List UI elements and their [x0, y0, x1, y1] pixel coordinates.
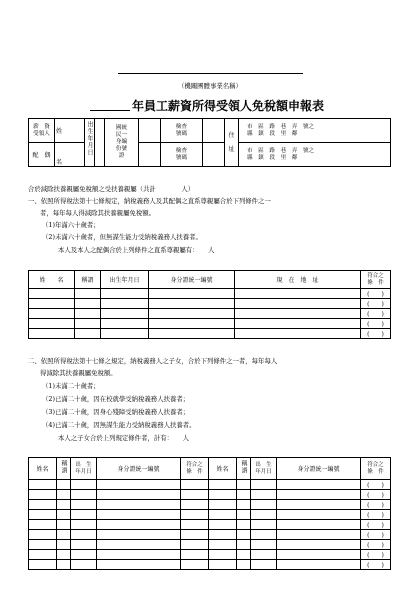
condition-cell[interactable]: ( ) — [361, 319, 391, 329]
id-label-text: 國統 民一 身編 份號 證 — [115, 125, 128, 159]
condition-cell[interactable]: ( ) — [361, 550, 391, 560]
cell[interactable] — [237, 530, 251, 540]
section2-summary: 本人之子女合於上列規定條件者，計有： 人 — [58, 434, 190, 442]
cell[interactable] — [29, 510, 57, 520]
col-name: 姓 名 — [29, 271, 75, 289]
cell[interactable] — [29, 520, 57, 530]
cell[interactable] — [97, 490, 181, 500]
cell[interactable] — [181, 550, 209, 560]
condition-cell[interactable]: ( ) — [361, 510, 391, 520]
check-no-label-spouse-text: 檢查 號碼 — [175, 147, 188, 161]
recipient-info-table — [28, 118, 391, 167]
col-birth-a: 出 生 年月日 — [71, 458, 97, 480]
cell[interactable] — [237, 500, 251, 510]
address-label-2: 址 — [228, 145, 235, 153]
col-name-a: 姓名 — [29, 458, 57, 480]
cell[interactable] — [251, 510, 277, 520]
cell[interactable] — [29, 289, 75, 299]
check-no-label — [161, 119, 203, 143]
cell[interactable] — [235, 299, 361, 309]
cell[interactable] — [209, 520, 237, 530]
cell[interactable] — [149, 329, 235, 339]
name-label-2: 名 — [56, 159, 63, 166]
cell[interactable] — [75, 289, 101, 299]
table-row — [29, 299, 391, 309]
cell[interactable] — [29, 550, 57, 560]
col-birth: 出生年月日 — [101, 271, 149, 289]
cell[interactable] — [57, 550, 71, 560]
cell[interactable] — [237, 510, 251, 520]
cell[interactable] — [97, 530, 181, 540]
col-condition: 符合之 條 件 — [361, 271, 391, 289]
cell[interactable] — [101, 299, 149, 309]
cell[interactable] — [29, 490, 57, 500]
recipient-label-text: 薪 資 受領人 — [33, 123, 50, 137]
condition-cell[interactable]: ( ) — [361, 289, 391, 299]
cell[interactable] — [251, 560, 277, 570]
condition-cell[interactable]: ( ) — [361, 500, 391, 510]
spouse-address-cell[interactable] — [239, 143, 391, 167]
recipient-label — [29, 119, 55, 143]
table-row — [29, 550, 391, 560]
cell[interactable] — [97, 510, 181, 520]
condition-cell[interactable]: ( ) — [361, 299, 391, 309]
cell[interactable] — [209, 540, 237, 550]
col-id-a: 身分證統一編號 — [97, 458, 181, 480]
cell[interactable] — [149, 319, 235, 329]
check-no-label-text: 檢查 號碼 — [175, 123, 188, 137]
cell[interactable] — [101, 329, 149, 339]
cell[interactable] — [29, 480, 57, 490]
condition-cell[interactable]: ( ) — [361, 560, 391, 570]
col-relation-a: 稱謂 — [57, 458, 71, 480]
cell[interactable] — [237, 490, 251, 500]
form-title: 年員工薪資所得受領人免稅額申報表 — [132, 99, 325, 113]
cell[interactable] — [29, 319, 75, 329]
cell[interactable] — [181, 480, 209, 490]
cell[interactable] — [251, 480, 277, 490]
section1-summary: 本人及本人之配偶合於上列條件之直系尊親屬有： 人 — [58, 246, 215, 254]
cell[interactable] — [71, 490, 97, 500]
name-label: 姓 — [56, 128, 63, 135]
cell[interactable] — [209, 530, 237, 540]
recipient-name-cell[interactable] — [55, 119, 85, 143]
cell[interactable] — [251, 540, 277, 550]
cell[interactable] — [181, 490, 209, 500]
table-row — [29, 540, 391, 550]
recipient-id-cell[interactable] — [139, 119, 161, 143]
cell[interactable] — [209, 490, 237, 500]
cell[interactable] — [75, 319, 101, 329]
cell[interactable] — [71, 520, 97, 530]
cell[interactable] — [277, 500, 361, 510]
cell[interactable] — [57, 520, 71, 530]
table-row — [29, 309, 391, 319]
cell[interactable] — [57, 480, 71, 490]
cell[interactable] — [71, 480, 97, 490]
cell[interactable] — [237, 560, 251, 570]
cell[interactable] — [149, 309, 235, 319]
cell[interactable] — [181, 510, 209, 520]
cell[interactable] — [181, 500, 209, 510]
cell[interactable] — [209, 550, 237, 560]
cell[interactable] — [237, 480, 251, 490]
spouse-id-cell[interactable] — [139, 143, 161, 167]
cell[interactable] — [181, 540, 209, 550]
col-address: 現 在 地 址 — [235, 271, 361, 289]
org-name-note: （機關團體事業名稱） — [178, 82, 242, 90]
cell[interactable] — [97, 540, 181, 550]
spouse-addr-line2: 縣 鎮 段 里 鄰 — [247, 154, 298, 161]
cell[interactable] — [209, 560, 237, 570]
cell[interactable] — [181, 520, 209, 530]
condition-cell[interactable]: ( ) — [361, 520, 391, 530]
cell[interactable] — [181, 530, 209, 540]
recipient-check-no-cell[interactable] — [203, 119, 225, 143]
cell[interactable] — [277, 550, 361, 560]
cell[interactable] — [251, 550, 277, 560]
cell[interactable] — [235, 309, 361, 319]
condition-cell[interactable]: ( ) — [361, 329, 391, 339]
cell[interactable] — [29, 500, 57, 510]
table-row — [29, 490, 391, 500]
cell[interactable] — [29, 530, 57, 540]
cell[interactable] — [29, 299, 75, 309]
cell[interactable] — [235, 319, 361, 329]
children-table — [28, 457, 391, 570]
cell[interactable] — [209, 480, 237, 490]
cell[interactable] — [251, 530, 277, 540]
org-name-line — [118, 73, 303, 74]
cell[interactable] — [251, 500, 277, 510]
cell[interactable] — [71, 560, 97, 570]
cell[interactable] — [277, 560, 361, 570]
cell[interactable] — [71, 540, 97, 550]
cell[interactable] — [71, 510, 97, 520]
cell[interactable] — [57, 560, 71, 570]
cell[interactable] — [71, 550, 97, 560]
section2-cond4: （4)已滿二十歲，因無謀生能力受納稅義務人扶養者。 — [42, 421, 196, 429]
cell[interactable] — [57, 530, 71, 540]
cell[interactable] — [97, 550, 181, 560]
cell[interactable] — [277, 530, 361, 540]
cell[interactable] — [29, 309, 75, 319]
table-row — [29, 500, 391, 510]
cell[interactable] — [71, 500, 97, 510]
year-blank-line — [90, 110, 130, 111]
table-row — [29, 520, 391, 530]
check-no-label-spouse — [161, 143, 203, 167]
cell[interactable] — [149, 299, 235, 309]
cell[interactable] — [97, 520, 181, 530]
col-relation: 稱謂 — [75, 271, 101, 289]
cell[interactable] — [97, 480, 181, 490]
section2-line1: 二、依照所得稅法第十七條之規定，納稅義務人之子女，合於下列條件之一者，每年每人 — [28, 357, 278, 365]
address-label: 住 — [228, 131, 235, 139]
cell[interactable] — [235, 329, 361, 339]
id-label — [105, 119, 139, 167]
section2-line2: 得減除其扶養親屬免稅額。 — [40, 369, 117, 377]
condition-cell[interactable]: ( ) — [361, 540, 391, 550]
section2-cond2: （2)已滿二十歲，因在校就學受納稅義務人扶養者； — [42, 395, 190, 403]
spouse-addr-line1: 市 區 路 巷 弄 號之 — [247, 147, 315, 154]
col-relation-b: 稱謂 — [237, 458, 251, 480]
cell[interactable] — [277, 490, 361, 500]
cell[interactable] — [75, 299, 101, 309]
recipient-address-cell[interactable] — [239, 119, 391, 143]
address-label-cell — [225, 119, 239, 167]
cell[interactable] — [101, 309, 149, 319]
cell[interactable] — [57, 490, 71, 500]
table-row — [29, 560, 391, 570]
col-id-b: 身分證統一編號 — [277, 458, 361, 480]
table-row — [29, 510, 391, 520]
birth-label: 出生年月日 — [85, 119, 95, 167]
lineal-ascendants-table — [28, 270, 391, 339]
col-id: 身分證統一編號 — [149, 271, 235, 289]
cell[interactable] — [251, 520, 277, 530]
condition-cell[interactable]: ( ) — [361, 309, 391, 319]
cell[interactable] — [209, 500, 237, 510]
cell[interactable] — [57, 510, 71, 520]
cell[interactable] — [237, 520, 251, 530]
table-row — [29, 480, 391, 490]
cell[interactable] — [181, 560, 209, 570]
col-birth-b: 出 生 年月日 — [251, 458, 277, 480]
cell[interactable] — [57, 500, 71, 510]
cell[interactable] — [235, 289, 361, 299]
birth-cell[interactable] — [95, 119, 105, 167]
cell[interactable] — [29, 540, 57, 550]
col-name-b: 姓名 — [209, 458, 237, 480]
condition-cell[interactable]: ( ) — [361, 530, 391, 540]
cell[interactable] — [237, 550, 251, 560]
section2-cond3: （3)已滿二十歲，因身心殘障受納稅義務人扶養者； — [42, 408, 190, 416]
section2-cond1: （1)未滿二十歲者； — [42, 382, 100, 390]
table-row — [29, 319, 391, 329]
addr-line2: 縣 鎮 段 里 鄰 — [247, 130, 298, 137]
cell[interactable] — [237, 540, 251, 550]
cell[interactable] — [29, 560, 57, 570]
table-row — [29, 530, 391, 540]
addr-line1: 市 區 路 巷 弄 號之 — [247, 123, 315, 130]
section1-line1: 一、依照所得稅法第十七條規定，納稅義務人及其配偶之直系尊親屬合於下列條件之一 — [28, 197, 271, 205]
table-row — [29, 329, 391, 339]
cell[interactable] — [277, 540, 361, 550]
cell[interactable] — [149, 289, 235, 299]
cell[interactable] — [57, 540, 71, 550]
col-condition-a: 符合之 條 件 — [181, 458, 209, 480]
cell[interactable] — [101, 289, 149, 299]
spouse-label: 配 偶 — [29, 143, 55, 167]
cell[interactable] — [277, 480, 361, 490]
cell[interactable] — [277, 510, 361, 520]
spouse-check-no-cell[interactable] — [203, 143, 225, 167]
col-condition-b: 符合之 條 件 — [361, 458, 391, 480]
section1-line2: 者，每年每人得減除其扶養親屬免稅額。 — [40, 209, 156, 217]
cell[interactable] — [75, 329, 101, 339]
condition-cell[interactable]: ( ) — [361, 490, 391, 500]
condition-cell[interactable]: ( ) — [361, 480, 391, 490]
cell[interactable] — [101, 319, 149, 329]
spouse-name-cell[interactable] — [55, 143, 85, 167]
cell[interactable] — [71, 530, 97, 540]
cell[interactable] — [277, 520, 361, 530]
cell[interactable] — [209, 510, 237, 520]
cell[interactable] — [29, 329, 75, 339]
cell[interactable] — [97, 500, 181, 510]
table-row — [29, 289, 391, 299]
section1-cond1: （1)年滿六十歲者； — [42, 221, 100, 229]
cell[interactable] — [75, 309, 101, 319]
section1-cond2: （2)未滿六十歲者，但無謀生能力受納稅義務人扶養者。 — [42, 233, 202, 241]
dependents-intro: 合於減除扶養親屬免稅額之受扶養親屬（共計 人） — [28, 185, 195, 193]
cell[interactable] — [251, 490, 277, 500]
cell[interactable] — [97, 560, 181, 570]
